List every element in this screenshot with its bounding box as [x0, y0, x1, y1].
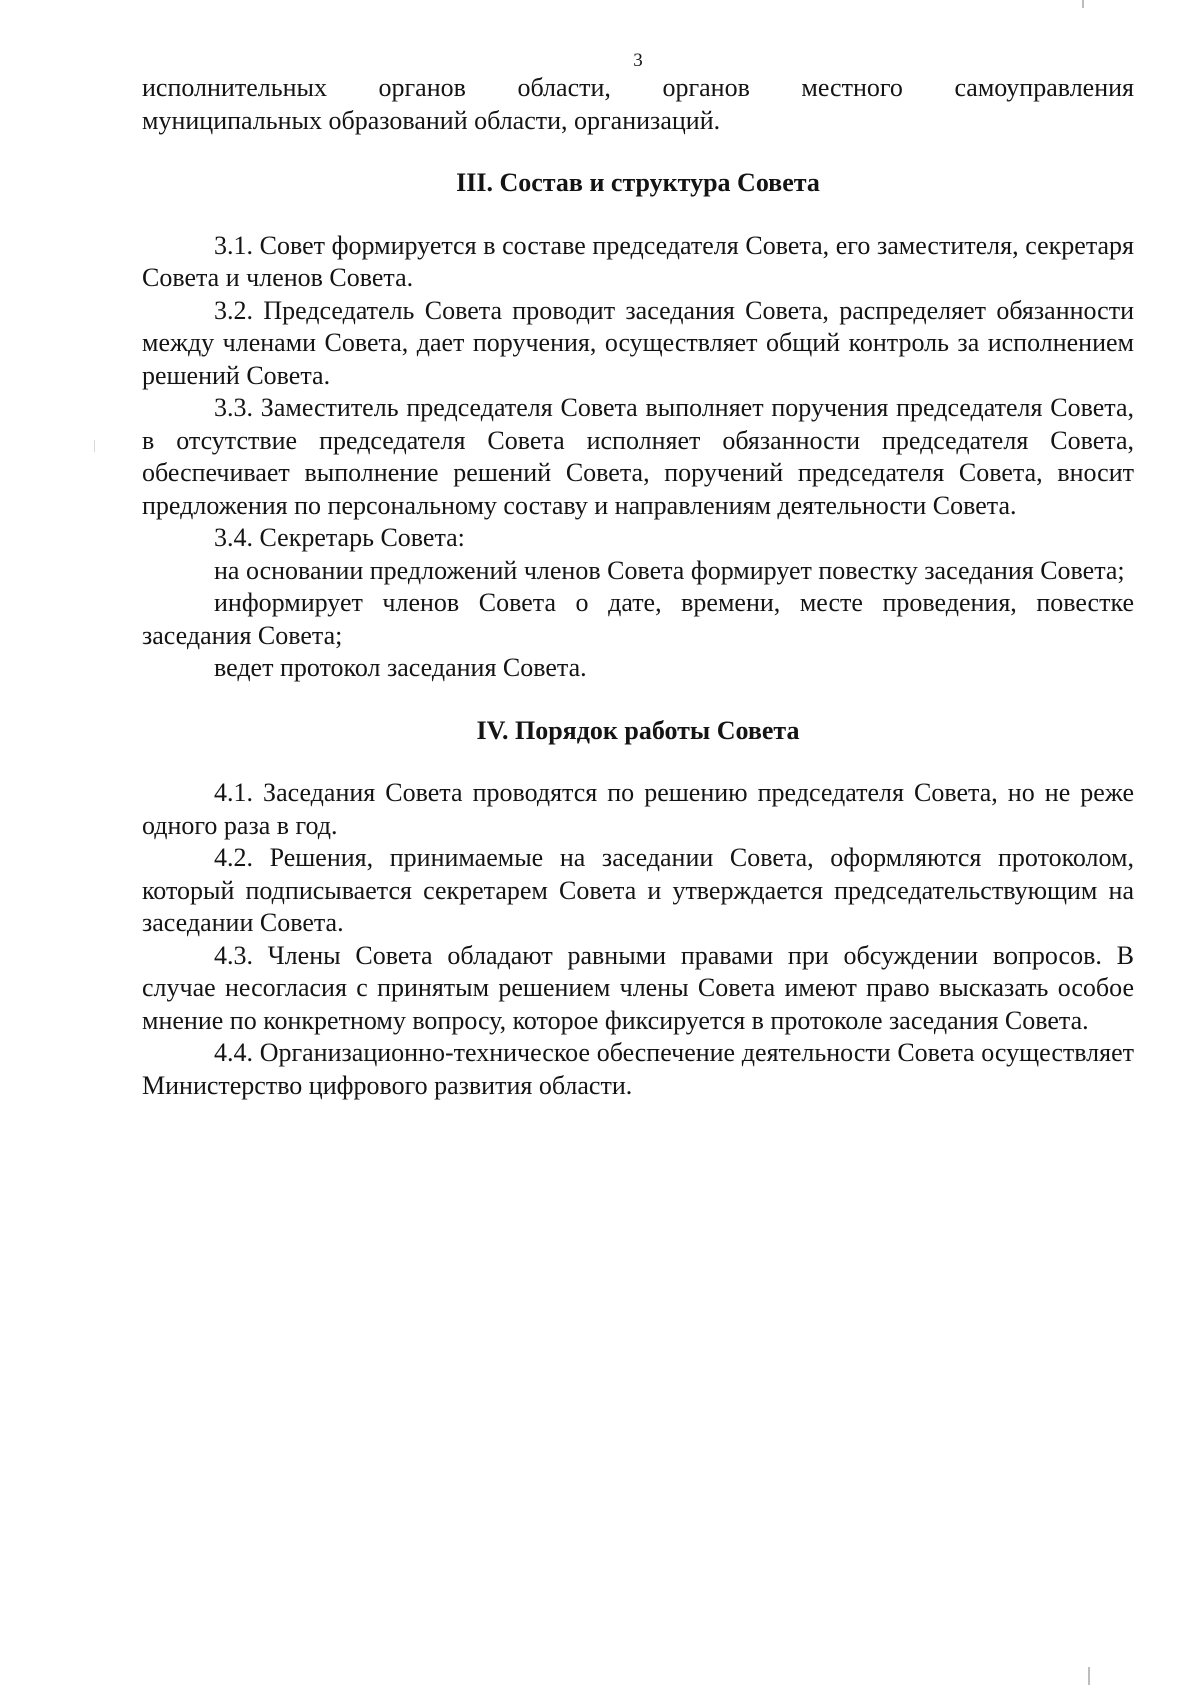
paragraph-4-1: 4.1. Заседания Совета проводятся по решению председателя Совета, но не реже одного раза в год.	[142, 778, 1134, 840]
section-3-heading: III. Состав и структура Совета	[456, 168, 820, 197]
intro-line-1: исполнительных органов области, органов местного самоуправления	[142, 73, 1134, 102]
paragraph-3-2: 3.2. Председатель Совета проводит заседания Совета, распределяет обязанности между членами Совета, дает поручения, осуществляет общий контроль за исполнением решений Совета.	[142, 295, 1134, 390]
paragraph-3-4: 3.4. Секретарь Совета:	[214, 523, 465, 552]
paragraph-4-3: 4.3. Члены Совета обладают равными правами при обсуждении вопросов. В случае несогласия с принятым решением члены Совета имеют право высказать особое мнение по конкретному вопросу, которое фиксируется в протоколе заседания Совета.	[142, 940, 1134, 1035]
intro-line-2: муниципальных образований области, организаций.	[142, 105, 721, 135]
section-4-heading: IV. Порядок работы Совета	[476, 715, 800, 745]
paragraph-3-4-item-protocol: ведет протокол заседания Совета.	[214, 653, 587, 682]
paragraph-3-4-item-inform: информирует членов Совета о дате, времени, месте проведения, повестке заседания Совета;	[142, 588, 1134, 650]
document-body	[142, 72, 1134, 1102]
paragraph-4-2: 4.2. Решения, принимаемые на заседании Совета, оформляются протоколом, который подписывается секретарем Совета и утверждается председательствующим на заседании Совета.	[142, 843, 1134, 937]
scan-artifact-left	[94, 440, 95, 452]
paragraph-4-4: 4.4. Организационно-техническое обеспечение деятельности Совета осуществляет Министерство цифрового развития области.	[142, 1038, 1134, 1100]
page-number: 3	[633, 50, 643, 71]
scan-artifact-top	[1082, 0, 1084, 8]
paragraph-3-3: 3.3. Заместитель председателя Совета выполняет поручения председателя Совета, в отсутствие председателя Совета исполняет обязанности председателя Совета, обеспечивает выполнение решений Совета, поручений председателя Совета, вносит предложения по персональному составу и направлениям деятельности Совета.	[142, 393, 1134, 520]
paragraph-3-4-item-agenda: на основании предложений членов Совета формирует повестку заседания Совета;	[214, 555, 1125, 585]
paragraph-3-1: 3.1. Совет формируется в составе председателя Совета, его заместителя, секретаря Совета и членов Совета.	[142, 230, 1134, 292]
scan-artifact-bottom	[1088, 1667, 1090, 1685]
